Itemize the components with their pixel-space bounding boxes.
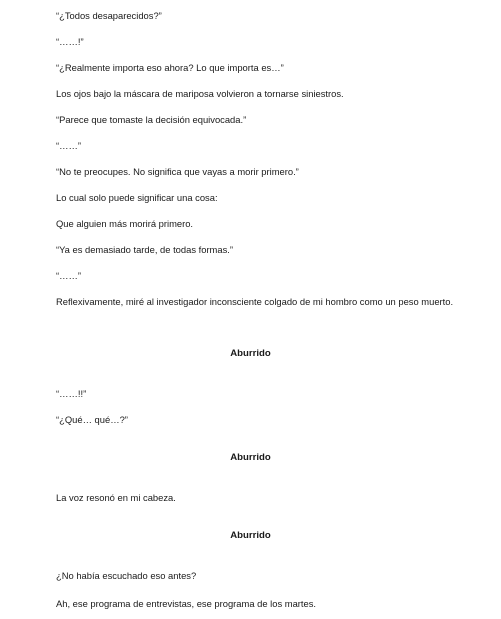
paragraph: “¿Todos desaparecidos?” xyxy=(56,10,162,21)
paragraph: “……!” xyxy=(56,36,84,47)
section-heading: Aburrido xyxy=(230,348,271,359)
paragraph: “Parece que tomaste la decisión equivocada.” xyxy=(56,114,247,125)
paragraph: Los ojos bajo la máscara de mariposa volvieron a tornarse siniestros. xyxy=(56,88,344,99)
paragraph: “¿Realmente importa eso ahora? Lo que importa es…” xyxy=(56,62,284,73)
paragraph: La voz resonó en mi cabeza. xyxy=(56,492,176,503)
paragraph: ¿No había escuchado eso antes? xyxy=(56,570,197,581)
paragraph: Lo cual solo puede significar una cosa: xyxy=(56,192,218,203)
paragraph: “No te preocupes. No significa que vayas a morir primero.” xyxy=(56,166,299,177)
section-heading: Aburrido xyxy=(230,530,271,541)
paragraph: Ah, ese programa de entrevistas, ese programa de los martes. xyxy=(56,598,317,609)
section-heading: Aburrido xyxy=(230,452,271,463)
paragraph: “……” xyxy=(56,270,81,281)
paragraph: “……” xyxy=(56,140,81,151)
paragraph: Que alguien más morirá primero. xyxy=(56,218,194,229)
paragraph: “Ya es demasiado tarde, de todas formas.” xyxy=(56,244,233,255)
paragraph: “……!!” xyxy=(56,388,87,399)
paragraph: Reflexivamente, miré al investigador inconsciente colgado de mi hombro como un peso muerto. xyxy=(56,296,454,307)
paragraph: “¿Qué… qué…?” xyxy=(56,414,128,425)
